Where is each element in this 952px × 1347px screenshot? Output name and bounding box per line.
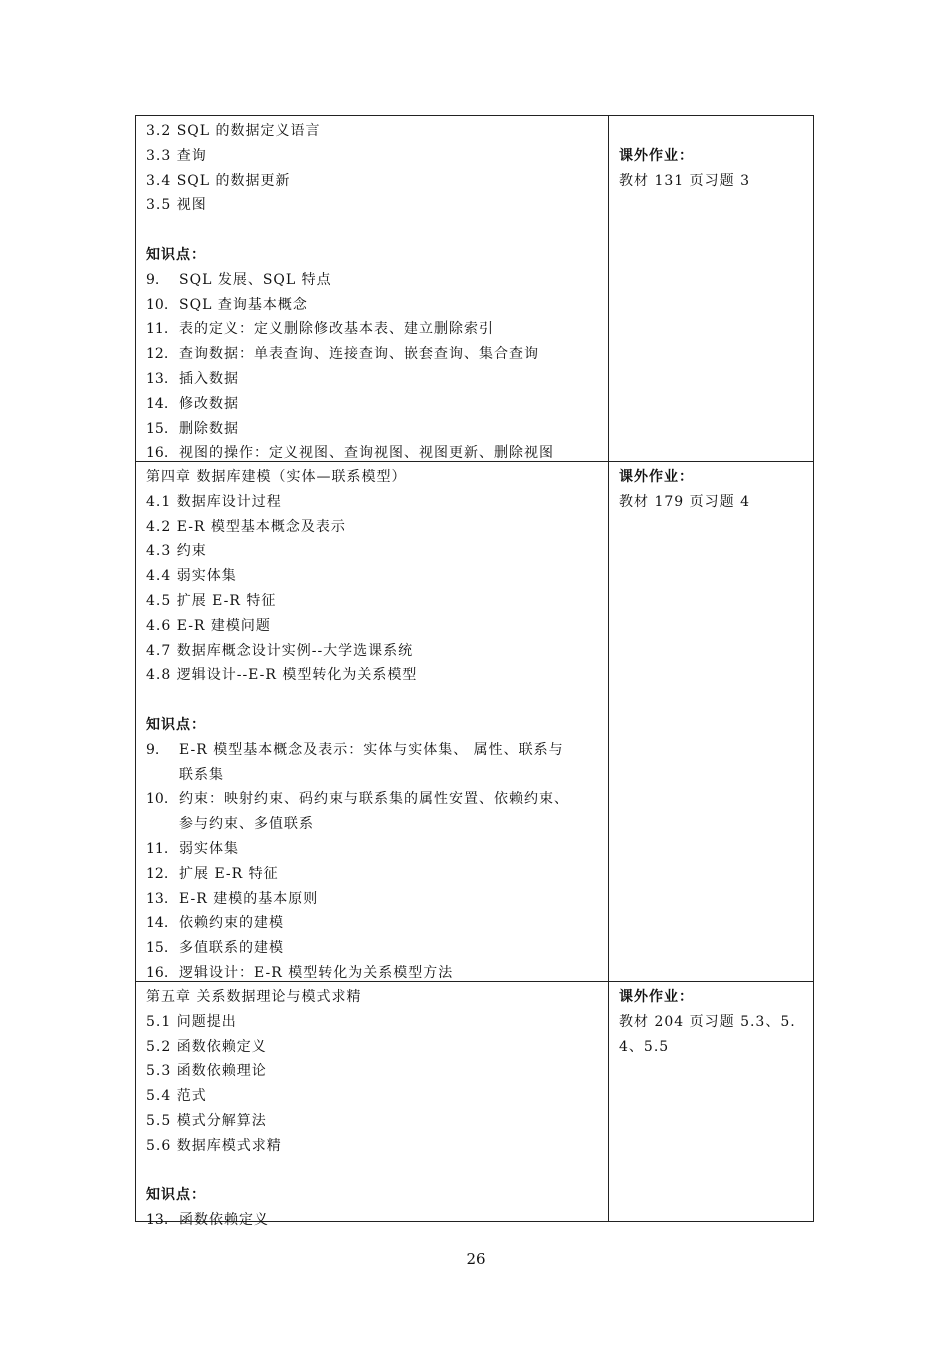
section-line: 4.2 E-R 模型基本概念及表示 bbox=[146, 518, 346, 535]
item-text: 函数依赖定义 bbox=[179, 1212, 269, 1229]
knowledge-item bbox=[146, 936, 600, 961]
homework-text: 教材 204 页习题 5.3、5.4、5.5 bbox=[619, 1013, 796, 1055]
knowledge-item bbox=[146, 787, 600, 812]
spacer bbox=[146, 688, 600, 713]
item-text: 扩展 E-R 特征 bbox=[179, 865, 279, 882]
table-row bbox=[136, 462, 814, 982]
item-number: 9. bbox=[146, 741, 160, 758]
item-text: 约束：映射约束、码约束与联系集的属性安置、依赖约束、 bbox=[179, 791, 569, 808]
table-row bbox=[136, 982, 814, 1222]
item-number: 16. bbox=[146, 964, 169, 981]
section-line: 4.6 E-R 建模问题 bbox=[146, 617, 271, 634]
homework-cell bbox=[609, 982, 814, 1222]
knowledge-label: 知识点： bbox=[146, 246, 206, 263]
item-number: 15. bbox=[146, 420, 169, 437]
homework-text: 教材 179 页习题 4 bbox=[619, 493, 750, 510]
knowledge-item bbox=[146, 441, 600, 466]
item-text-continued: 参与约束、多值联系 bbox=[179, 816, 314, 833]
content-cell bbox=[136, 982, 609, 1229]
item-number: 13. bbox=[146, 890, 169, 907]
item-number: 15. bbox=[146, 940, 169, 957]
item-number: 11. bbox=[146, 321, 169, 338]
section-line: 5.6 数据库模式求精 bbox=[146, 1137, 282, 1154]
section-line: 5.3 函数依赖理论 bbox=[146, 1063, 267, 1080]
section-line: 3.2 SQL 的数据定义语言 bbox=[146, 123, 321, 139]
section-line: 第五章 关系数据理论与模式求精 bbox=[146, 989, 362, 1005]
knowledge-item bbox=[146, 342, 600, 367]
knowledge-item bbox=[146, 911, 600, 936]
item-number: 12. bbox=[146, 865, 169, 882]
homework-title: 课外作业： bbox=[619, 147, 694, 164]
item-text: 弱实体集 bbox=[179, 840, 239, 857]
homework-cell bbox=[609, 462, 814, 982]
course-table bbox=[135, 115, 814, 1229]
table-row bbox=[136, 116, 814, 462]
item-number: 14. bbox=[146, 915, 169, 932]
item-text: 表的定义：定义删除修改基本表、建立删除索引 bbox=[179, 321, 494, 338]
knowledge-item bbox=[146, 887, 600, 912]
section-line: 4.4 弱实体集 bbox=[146, 568, 237, 585]
item-text: 视图的操作：定义视图、查询视图、视图更新、删除视图 bbox=[179, 445, 554, 462]
item-text: E-R 模型基本概念及表示：实体与实体集、 属性、联系与 bbox=[179, 741, 564, 758]
knowledge-item bbox=[146, 837, 600, 862]
item-number: 13. bbox=[146, 1212, 169, 1229]
item-number: 13. bbox=[146, 370, 169, 387]
section-line: 3.4 SQL 的数据更新 bbox=[146, 172, 291, 189]
section-line: 5.1 问题提出 bbox=[146, 1013, 237, 1030]
knowledge-item bbox=[146, 317, 600, 342]
item-text: 多值联系的建模 bbox=[179, 940, 284, 957]
item-number: 10. bbox=[146, 296, 169, 313]
item-text: SQL 查询基本概念 bbox=[179, 296, 308, 313]
section-line: 4.3 约束 bbox=[146, 543, 207, 560]
spacer bbox=[146, 218, 600, 243]
item-number: 9. bbox=[146, 271, 160, 288]
item-text: 修改数据 bbox=[179, 395, 239, 412]
homework-cell bbox=[609, 116, 814, 462]
section-line: 4.5 扩展 E-R 特征 bbox=[146, 592, 277, 609]
item-number: 11. bbox=[146, 840, 169, 857]
item-text: 插入数据 bbox=[179, 370, 239, 387]
knowledge-label: 知识点： bbox=[146, 1187, 206, 1204]
content-cell bbox=[136, 462, 609, 982]
section-line: 3.3 查询 bbox=[146, 147, 207, 164]
section-line: 5.2 函数依赖定义 bbox=[146, 1038, 267, 1055]
knowledge-item bbox=[146, 738, 600, 763]
homework-title: 课外作业： bbox=[619, 469, 694, 485]
item-text-continued: 联系集 bbox=[179, 766, 224, 783]
knowledge-item bbox=[146, 1208, 600, 1233]
knowledge-item bbox=[146, 862, 600, 887]
item-text: E-R 建模的基本原则 bbox=[179, 890, 319, 907]
section-line: 5.5 模式分解算法 bbox=[146, 1112, 267, 1129]
homework-title: 课外作业： bbox=[619, 989, 694, 1005]
item-text: 依赖约束的建模 bbox=[179, 915, 284, 932]
spacer bbox=[146, 1159, 600, 1184]
knowledge-item bbox=[146, 417, 600, 442]
item-number: 14. bbox=[146, 395, 169, 412]
section-line: 4.7 数据库概念设计实例--大学选课系统 bbox=[146, 642, 414, 659]
section-line: 5.4 范式 bbox=[146, 1088, 207, 1105]
knowledge-label: 知识点： bbox=[146, 716, 206, 733]
item-number: 16. bbox=[146, 445, 169, 462]
item-text: 删除数据 bbox=[179, 420, 239, 437]
knowledge-item bbox=[146, 293, 600, 318]
item-number: 10. bbox=[146, 791, 169, 808]
section-line: 4.1 数据库设计过程 bbox=[146, 493, 282, 510]
item-text: 查询数据：单表查询、连接查询、嵌套查询、集合查询 bbox=[179, 346, 539, 363]
knowledge-item bbox=[146, 268, 600, 293]
page-number: 26 bbox=[466, 1250, 486, 1268]
content-cell bbox=[136, 116, 609, 462]
knowledge-item bbox=[146, 392, 600, 417]
section-line: 第四章 数据库建模（实体—联系模型） bbox=[146, 469, 407, 485]
item-text: 逻辑设计：E-R 模型转化为关系模型方法 bbox=[179, 964, 454, 981]
section-line: 4.8 逻辑设计--E-R 模型转化为关系模型 bbox=[146, 667, 418, 684]
section-line: 3.5 视图 bbox=[146, 197, 207, 214]
homework-text: 教材 131 页习题 3 bbox=[619, 172, 750, 189]
item-number: 12. bbox=[146, 346, 169, 363]
knowledge-item bbox=[146, 367, 600, 392]
item-text: SQL 发展、SQL 特点 bbox=[179, 271, 332, 288]
